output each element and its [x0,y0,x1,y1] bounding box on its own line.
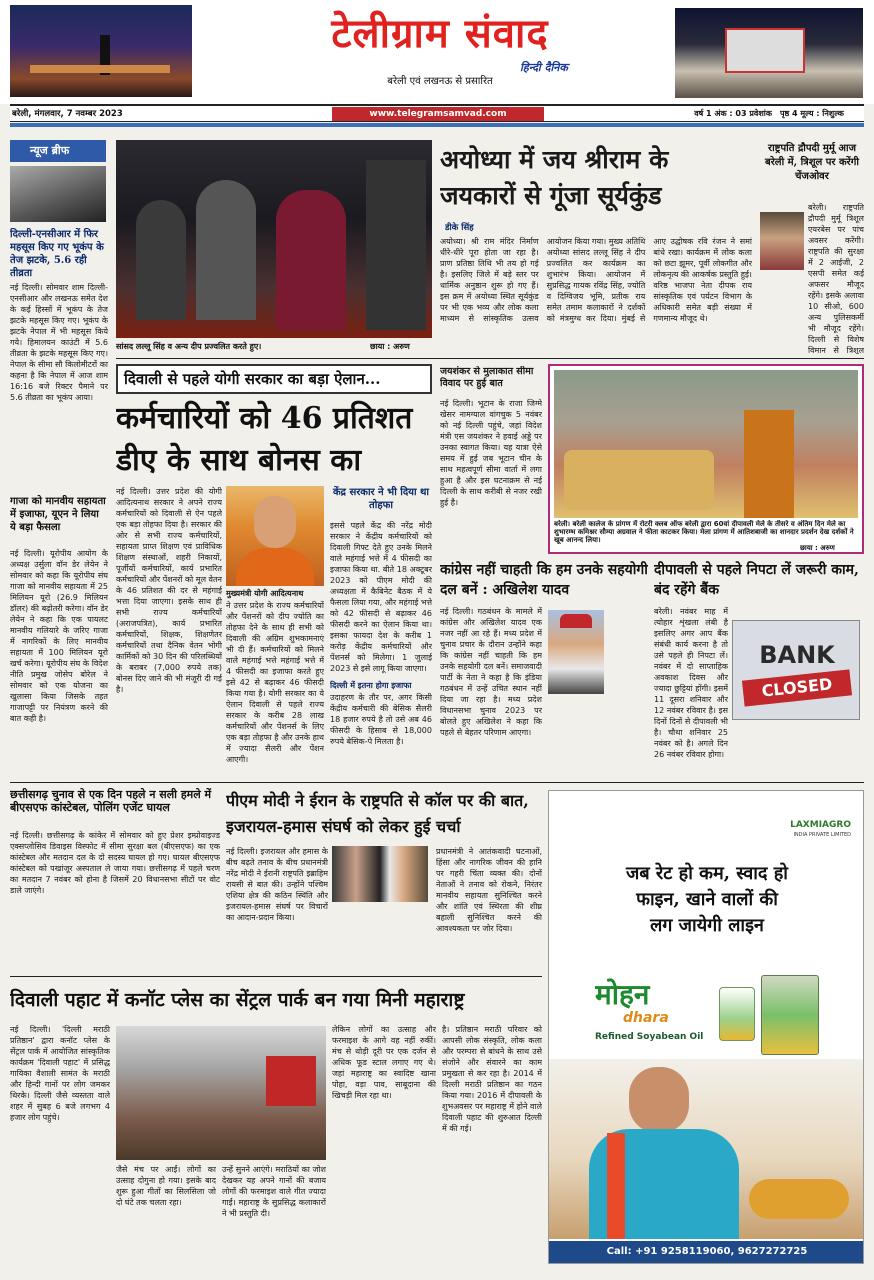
akhilesh-body-left: नई दिल्ली। गठबंधन के मामले में कांग्रेस और अखिलेश यादव एक नजर नहीं आ रहे हैं। मध्य प्रदेश में चुनाव प्रचार के दौरान उन्होंने कहा कि कांग्रेस नहीं चाहती कि हम उनके सहयोगी दल बनें। समाजवादी पार्टी के नेता ने कहा है कि इंडिया गठबंधन में उन्हें उचित स्थान नहीं दिया जा रहा है। मध्य प्रदेश विधानसभा चुनाव 2023 पर बोलते हुए अखिलेश ने कहा कि पहले से बेहतर परिणाम आएगा। [440,607,542,737]
modi-iran-headline: पीएम मोदी ने ईरान के राष्ट्रपति से कॉल पर की बात, इजरायल-हमास संघर्ष को लेकर हुई चर्चा [226,791,529,836]
mela-caption: बरेली। बरेली कालेज के प्रांगण में रोटरी क्लब ऑफ बरेली द्वारा 60वां दीपावली मेले के तीसरे व अंतिम दिन मेले का शुभारम्भ कमिश्नर सौम्या अग्रवाल ने फीता काटकर किया। मेला प्रांगण में आतिशबाजी का शानदार प्रदर्शन देख दर्शकों ने खूब आनन्द लिया। [554,520,854,544]
mela-photo [554,370,858,518]
ad-brand-logo: LAXMIAGRO [790,820,851,830]
akhilesh-headline: कांग्रेस नहीं चाहती कि हम उनके सहयोगी दल बनें : अखिलेश यादव [440,562,648,598]
masthead [0,0,874,104]
maharashtra-body-4: लेकिन लोगों का उत्साह और फरमाइश के आगे वह नहीं रुकीं। मंच से थोड़ी दूरी पर एक दर्जन से अधिक फूड स्टाल लगाए गए थे। जहां महाराष्ट्र का स्वादिष्ट खाना पोहा, वड़ा पाव, साबूदाना की खिचड़ी मिल रहा था। [332,1025,436,1100]
maharashtra-body-3: उन्हें सुनने आएंगे। मराठियों का जोश देखकर यह अपने गानों की बजाय लोगों की फरमाइश वाले गीत ज्यादा गाईं। महाराष्ट्र के सुप्रसिद्ध कलाकारों ने भी प्रस्तुति दी। [222,1165,326,1218]
brief-headline-2: गाजा को मानवीय सहायता में इजाफा, यूएन ने लिया ये बड़ा फैसला [10,496,106,533]
president-body: बरेली। राष्ट्रपति द्रौपदी मुर्मू त्रिशूल एयरबेस पर पांच अवसर करेंगी। राष्ट्रपति की सुरक्षा में 2 आईजी, 2 एसपी समेत कई अफसर मौजूद रहेंगे। इसके अलावा 10 सीओ, 600 अन्य पुलिसकर्मी भी मौजूद रहेंगे। दिल्ली से विशेष विमान से त्रिशूल [808,203,864,354]
masthead-subtitle: हिन्दी दैनिक [520,61,568,74]
yogi-photo-caption: मुख्यमंत्री योगी आदित्यनाथ [226,589,304,598]
border-body: नई दिल्ली। भूटान के राजा जिग्मे खेसर नामग्याल वांगचुक 5 नवंबर को नई दिल्ली पहुंचे, जहां विदेश मंत्री एस जयशंकर ने हवाई अड्डे पर उनका स्वागत किया। यह यात्रा ऐसे समय में हुई जब भूटान चीन के साथ महत्वपूर्ण सीमा वार्ता में लगा हुआ है और इस घटनाक्रम से नई दिल्ली के साथ करीबी से नजर रखी हुई है। [440,399,542,507]
chhattisgarh-headline: छत्तीसगढ़ चुनाव से एक दिन पहले न सली हमले में बीएसएफ कांस्टेबल, पोलिंग एजेंट घायल [10,788,212,814]
da-body-4: उदाहरण के तौर पर, अगर किसी केंद्रीय कर्मचारी की बेसिक सैलरी 18 हजार रुपये है तो उसे अब 46 फीसदी के हिसाब से 18,000 रुपये बेसिक-पे मिलता है। [330,693,432,746]
brief-headline-1: दिल्ली-एनसीआर में फिर महसूस किए गए भूकंप के तेज झटके, 5.6 रही तीव्रता [10,229,104,279]
president-headline: राष्ट्रपति द्रौपदी मुर्मू आज बरेली में, त्रिशूल पर करेंगी चेंजओवर [764,143,859,182]
modi-iran-body-2: प्रधानमंत्री ने आतंकवादी घटनाओं, हिंसा और नागरिक जीवन की हानि पर गहरी चिंता व्यक्त की। दोनों नेताओं ने तनाव को रोकने, निरंतर मानवीय सहायता सुनिश्चित करने और शांति एवं स्थिरता की शीघ्र बहाली सुनिश्चित करने की आवश्यकता पर जोर दिया। [436,847,542,933]
brief-body-1: नई दिल्ली। सोमवार शाम दिल्ली-एनसीआर और लखनऊ समेत देश के कई हिस्सों में भूकंप के तेज झटके महसूस किए गए। भूकंप के झटके नेपाल में भी महसूस किये गये। हिमालयन काउंटी में 5.6 तीव्रता के झटके महसूस किए गए। नेपाल के सीमा सौ किलोमीटरों का कहना है कि नेपाल में आज शाम 16:16 बजे रिक्टर पैमाने पर 5.6 तीव्रता का भूकंप आया। [10,283,108,402]
top-photo [116,140,432,338]
dateline-bar [10,104,864,122]
modi-iran-body-1: नई दिल्ली। इजरायल और हमास के बीच बढ़ते तनाव के बीच प्रधानमंत्री नरेंद्र मोदी ने ईरानी राष्ट्रपति इब्राहिम रायसी से बात की। उन्होंने पश्चिम एशिया क्षेत्र की कठिन स्थिति और इजरायल-हमास संघर्ष पर विचारों का आदान-प्रदान किया। [226,847,328,922]
top-photo-credit: छाया : अरुण [370,342,410,351]
da-body-2: ने उत्तर प्रदेश के राज्य कर्मचारियों और पेंशनरों को दीप ज्योति का तोहफा देने के साथ ही सभी को दिवाली की अग्रिम शुभकामनाएं भी दी हैं। कर्मचारियों को मिलने वाले महंगाई भत्ते महंगाई भत्ते में 4 फीसदी का इजाफा करते हुए इसे 42 से बढ़ाकर 46 फीसदी किया गया है। योगी सरकार का ये ऐलान दिवाली से पहले राज्य सरकार के करीब 28 लाख कर्मचारियों और पेंशनर्स के लिए एक बड़ा तोहफा है और उनके हाथ में ज्यादा सैलरी और पेंशन आएगी। [226,601,324,764]
news-brief-column [10,140,110,760]
dateline: बरेली, मंगलवार, 7 नवम्बर 2023 [12,109,123,119]
bank-closed-image [732,620,860,720]
akhilesh-photo [548,610,604,694]
masthead-tagline: बरेली एवं लखनऊ से प्रसारित [387,76,493,87]
brief-tag: न्यूज ब्रीफ [10,140,106,162]
chhattisgarh-body: नई दिल्ली। छत्तीसगढ़ के कांकेर में सोमवार को हुए प्रेशर इम्प्रोवाइज्ड एक्सप्लोसिव डिवाइस विस्फोट में सीमा सुरक्षा बल (बीएसएफ) का एक कांस्टेबल और मतदान दल के दो सदस्य घायल हो गए। घायल बीएसएफ कांस्टेबल को पखांजूर अस्पताल ले जाया गया। छत्तीसगढ़ में पहले चरण का मतदान 7 नवंबर को होना है जिसमें 20 विधानसभा सीटों पर वोट डाले जाएंगे। [10,831,220,895]
banks-headline: दीपावली से पहले निपटा लें जरूरी काम, बंद रहेंगे बैंक [654,562,859,598]
brief-photo [10,166,106,222]
website-link[interactable]: www.telegramsamvad.com [332,107,544,121]
closed-sign: CLOSED [742,669,852,706]
da-subhead: केंद्र सरकार ने भी दिया था तोहफा [332,487,430,511]
ad-phone: Call: +91 9258119060, 9627272725 [549,1241,864,1263]
border-headline: जयशंकर से मुलाकात सीमा विवाद पर हुई बात [440,366,534,389]
yogi-photo [226,486,324,586]
bank-sign: BANK [759,641,835,669]
maharashtra-headline: दिवाली पहाट में कनॉट प्लेस का सेंट्रल पार्क बन गया मिनी महाराष्ट्र [10,989,465,1011]
banks-body: बरेली। नवंबर माह में त्योहार शृंखला लंबी है इसलिए अगर आप बैंक संबंधी कार्य करना है तो उसे पहले ही निपटा लें। नवंबर में दो साप्ताहिक अवकाश दिवस और ज्यादा छुट्टियां होंगी। इसमें 11 दूसरा शनिवार और 12 नवंबर रविवार है। इस दिनों दिनों से दीपावली भी है। चौथा शनिवार 25 नवंबर को है। अगले दिन 26 नवंबर रविवार होगा। [654,607,728,759]
ad-brand-sub: INDIA PRIVATE LIMITED [793,832,851,838]
top-photo-caption: सांसद लल्लू सिंह व अन्य दीप प्रज्वलित करते हुए। [116,342,262,351]
maharashtra-body-5: है। प्रतिष्ठान मराठी परिवार को आपसी लोक संस्कृति, लोक कला और परम्परा से बांधने के साथ उसे संजोने और संवारने का काम प्रमुखता से कर रहा है। 2014 में दिल्ली मराठी प्रतिष्ठान का गठन किया गया। 2016 में दीपावली के शुभअवसर पर महाराष्ट्र में होने वाले दिवाली पहाट की शुरुआत दिल्ली में की गई। [442,1025,542,1133]
masthead-photo-right [675,8,863,98]
brief-body-2: नई दिल्ली। यूरोपीय आयोग के अध्यक्ष उर्सुला वॉन डेर लेयेन ने सोमवार को कहा कि यूरोपीय संघ गाजा को मानवीय सहायता में 25 मिलियन यूरो (26.9 मिलियन डॉलर) की बढ़ोतरी करेगा। वॉन डेर लेयेन ने कहा कि एक पायलट मानवीय गलियारे के जरिए गाजा में नागरिकों के लिए मानवीय सहायता में 100 मिलियन यूरो खर्च करेगा। यूरोपीय संघ के विदेश नीति प्रमुख जोसेप बोरेल ने सोमवार को एक योजना का खुलासा किया जिसके तहत गाजापट्टी पर नियंत्रण करने की बात कही है। [10,549,108,723]
mela-credit: छाया : अरुण [800,544,835,552]
da-kicker: दिवाली से पहले योगी सरकार का बड़ा ऐलान... [116,364,432,394]
masthead-photo-left [10,5,192,97]
da-body-1: नई दिल्ली। उत्तर प्रदेश की योगी आदित्यनाथ सरकार ने अपने राज्य कर्मचारियों को दिवाली से ऐन पहले एक बड़ा तोहफा दिया है। सरकार की ओर से सभी राज्य कर्मचारियों, सहायता प्राप्त शिक्षण एवं प्राविधिक शिक्षण संस्थाओं, शहरी निकायों, पूर्जीयों कर्मचारियों, कार्य प्रभारित कर्मचारियों और पेंशनरों को मूल वेतन के 46 प्रतिशत की दर से महंगाई भत्ता दिया जाएगा। इसके साथ ही सभी राज्य कर्मचारियों (अराजपत्रित), कार्य प्रभारित कर्मचारियों, शिक्षक, शिक्षणेतर कर्मचारियों तथा दैनिक वेतन भोगी कार्मिकों को 30 दिन की परिलब्धियों के बराबर (7,000 रुपये तक) बोनस दिए जाने की भी मंजूरी दी गई है। [116,487,222,694]
ad-slogan-2: फाइन, खाने वालों की [636,889,778,910]
masthead-title: टेलीग्राम संवाद [331,10,549,57]
maharashtra-body-1: नई दिल्ली। 'दिल्ली मराठी प्रतिष्ठान' द्वारा कनॉट प्लेस के सेंट्रल पार्क में आयोजित सांस्कृतिक कार्यक्रम 'दिवाली पहाट' में प्रसिद्ध गायिका वैशाली सामंत के मराठी और हिन्दी गानों पर लोग जमकर थिरके। दिल्ली जैसे व्यस्तता वाले शहर में सुबह 6 बजे लगभग 4 हजार लोग पहुंचे। [10,1025,110,1122]
mela-box [548,364,864,554]
maharashtra-photo [116,1026,326,1160]
ayodhya-byline: डीके सिंह [445,223,474,233]
ad-slogan-1: जब रेट हो कम, स्वाद हो [626,863,788,884]
da-subhead-2: दिल्ली में इतना होगा इजाफा [330,681,412,690]
da-headline-1: कर्मचारियों को 46 प्रतिशत [116,401,413,436]
ad-chef-photo [549,1059,864,1239]
ad-product-name: मोहन [595,978,650,1011]
ayodhya-headline: अयोध्या में जय श्रीराम के जयकारों से गूंजा सूर्यकुंड [440,145,669,210]
ad-slogan-3: लग जायेगी लाइन [650,915,764,936]
mohan-dhara-ad [548,790,864,1264]
issue-info: वर्ष 1 अंक : 03 प्रवेशांक [694,109,772,118]
ayodhya-body: अयोध्या। श्री राम मंदिर निर्माण धीरे-धीरे पूरा होता जा रहा है। प्राण प्रतिष्ठा तिथि भी तय हो गई है। इसलिए जिले में बड़े स्तर पर धार्मिक अनुष्ठान शुरू हो गए हैं। इस क्रम में अयोध्या स्थित सूर्यकुंड पर भी एक भव्य और लोक कला माध्यम से सांस्कृतिक उत्सव आयोजन किया गया। मुख्य अतिथि अयोध्या सांसद लल्लू सिंह ने दीप प्रज्वलित कर कार्यक्रम का शुभारंभ किया। आयोजन में सुप्रसिद्ध गायक रविंद्र सिंह, ज्योति व दिग्विजय भूमि, प्रतीक राय समेत तमाम कलाकारों ने दर्शकों को मंत्रमुग्ध कर दिया। मुंबई से आए उद्घोषक रवि रंजन ने समां बांधे रखा। कार्यक्रम में लोक कला को छटा झूमर, पूर्वी लोकगीत और लोकनृत्य की आकर्षक प्रस्तुति हुई। वरिष्ठ भाजपा नेता दीपक राय सांस्कृतिक एवं पर्यटन विभाग के अधिकारी समेत बड़ी संख्या में गणमान्य मौजूद थे। [440,237,752,323]
oil-pouch [719,987,755,1041]
ad-product-name-2: dhara [623,1010,669,1026]
da-headline-2: डीए के साथ बोनस का [116,443,362,478]
ad-product-sub: Refined Soyabean Oil [595,1032,704,1042]
maharashtra-body-2: जैसे मंच पर आईं। लोगों का उत्साह दोगुना हो गया। इसके बाद शुरू हुआ गीतों का सिलसिला जो दो घंटे तक चलता रहा। [116,1165,216,1207]
modi-raisi-photo [332,846,428,902]
da-body-3: इससे पहले केंद्र की नरेंद्र मोदी सरकार ने केंद्रीय कर्मचारियों को दिवाली गिफ्ट देते हुए उनके मिलने वाले महंगाई भत्ते में 4 फीसदी का इजाफा किया था. बीते 18 अक्टूबर 2023 को पीएम मोदी की अध्यक्षता में कैबिनेट बैठक में ये फैसला लिया गया, और महंगाई भत्ते को 42 फीसदी से बढ़ाकर 46 फीसदी करने का ऐलान किया था। इसका फायदा देश के करीब 1 करोड़ केंद्रीय कर्मचारियों और पेंशनर्स को मिलेगा। 1 जुलाई 2023 से इसे लागू किया जाएगा। [330,521,432,673]
oil-tin [761,975,819,1055]
pages-info: पृष्ठ 4 मूल्य : निशुल्क [780,109,844,118]
